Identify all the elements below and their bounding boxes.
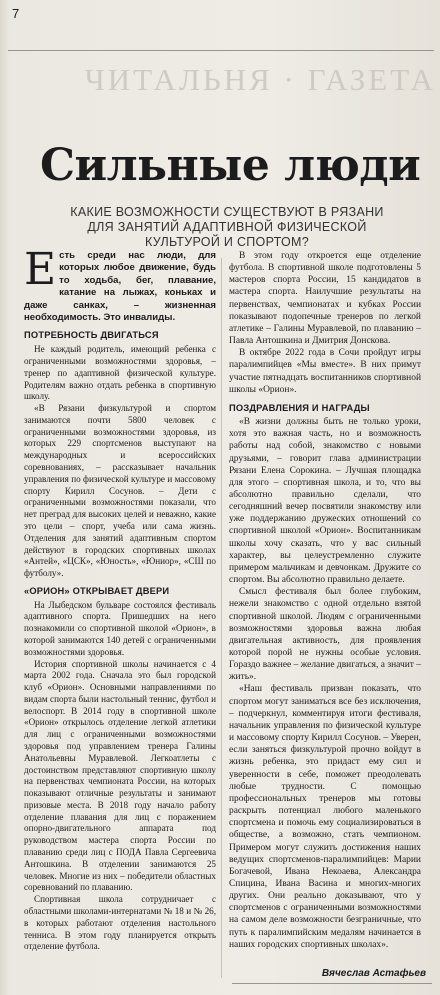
body-paragraph: Смысл фестиваля был более глубоким, нежели знакомство с одной отдельно взятой спортивной школой. Людям с ограниченными возможностями здоровья важна любая двигательная активность, для проявления которой порой не нужны особые условия. Гораздо важнее – желание двигаться, а значит – жить». (229, 587, 421, 683)
column-divider (221, 258, 222, 978)
body-paragraph: В октябре 2022 года в Сочи пройдут игры паралимпийцев «Мы вместе». В них примут участие пятнадцать воспитанников спортивной школы «Орион». (229, 348, 421, 395)
drop-cap: Е (24, 244, 57, 295)
article-title: Сильные люди (40, 140, 421, 191)
column-right (229, 250, 421, 951)
section-heading-need-to-move: ПОТРЕБНОСТЬ ДВИГАТЬСЯ (24, 330, 159, 341)
top-rule (8, 50, 434, 51)
lead-paragraph (24, 244, 216, 324)
article-subtitle: КАКИЕ ВОЗМОЖНОСТИ СУЩЕСТВУЮТ В РЯЗАНИ ДЛЯ ЗАНЯТИЙ АДАПТИВНОЙ ФИЗИЧЕСКОЙ КУЛЬТУРОЙ И СПОРТОМ? (70, 205, 384, 249)
page-number: 7 (12, 6, 20, 21)
section-heading-orion: «ОРИОН» ОТКРЫВАЕТ ДВЕРИ (24, 585, 170, 596)
body-paragraph: На Лыбедском бульваре состоялся фестиваль адаптивного спорта. Пришедших на него познакомили со спортивной школой «Орион», в которой занимаются 140 детей с ограниченными возможностями здоровья. (24, 599, 216, 657)
body-paragraph: «Наш фестиваль призван показать, что спортом могут заниматься все без исключения, – подчеркнул, комментируя итоги фестиваля, начальник управления по физической культуре и массовому спорту Кирилл Сосунов. – Уверен, если заняться физкультурой прочно войдут в жизнь ребенка, это придаст ему сил и уверенности в себе, поможет преодолевать любые трудности. С помощью профессиональных тренеров мы готовы раскрыть потенциал любого маленького спортсмена и помочь ему социализироваться в обществе, а возможно, стать чемпионом. Примером могут служить достижения наших ведущих спортсменов-паралимпийцев: Марии Богачевой, Ивана Некоаева, Александра Спицина, Ивана Васина и многих-многих других. Они реально доказывают, что у спортсменов с ограниченными возможностями на самом деле возможности безграничные, что путь к паралимпийским медалям начинается в наших городских спортивных школах». (229, 684, 421, 950)
lead-text: сть среди нас люди, для которых любое движение, будь то ходьба, бег, плавание, катание на лыжах, коньках и даже санках, – жизненная необходимость. Это инвалиды. (24, 250, 216, 324)
masthead-bleedthrough: ЧИТАЛЬНЯ · ГАЗЕТА (84, 62, 436, 97)
body-paragraph: Спортивная школа сотрудничает с областными школами-интернатами № 18 и № 26, в которых работают отделения настольного тенниса. В этом году планируется открыть отделение футбола. (24, 894, 216, 952)
bottom-rule (232, 983, 432, 984)
body-paragraph: История спортивной школы начинается с 4 марта 2002 года. Сначала это был городской клуб «Орион». Основными направлениями по видам спорта были настольный теннис, футбол и велоспорт. В 2014 году в спортивной школе «Орион» открылось отделение легкой атлетики для лиц с ограниченными возможностями здоровья под управлением тренера Галины Анатольевны Муравлевой. Легкоатлеты с достоинством представляют спортивную школу на первенствах чемпионата России, на которых показывают отличные результаты и занимают призовые места. В 2018 году начало работу отделение плавания для лиц с поражением опорно-двигательного аппарата под руководством мастера спорта России по плаванию среди лиц с ПОДА Павла Сергеевича Антошкина. В отделении занимаются 25 человек. Многие из них – победители областных соревнований по плаванию. (24, 658, 216, 893)
body-paragraph: «В жизни должны быть не только уроки, хотя это важная часть, но и возможность работы над собой, знакомство с новыми друзьями, – говорит глава администрации Рязани Елена Сорокина. – Лучшая площадка для этого – спортивная школа, и то, что вы абсолютно правильно сделали, что сегодняшний вечер посвятили знакомству или уже поддержанию дружеских отношений со спортивной школой «Орион». Воспитанникам школы хочу сказать, что у вас сильный характер, вы целеустремленно служите примером мальчикам и девчонкам. Дружите со спортом. Вы абсолютно правильно делаете. (229, 417, 421, 586)
body-paragraph: «В Рязани физкультурой и спортом занимаются почти 5800 человек с ограниченными возможностями здоровья, из которых 229 спортсменов выступают на международных и всероссийских соревнованиях, – рассказывает начальник управления по физической культуре и массовому спорту Кирилл Сосунов. – Дети с ограниченными возможностями показали, что нет преград для высоких целей и неважно, какие это цели – спорт, учеба или сама жизнь. Отделения для занятий адаптивным спортом действуют в городских спортивных школах «Антей», «ЦСК», «Юность», «Юниор», «СШ по футболу». (24, 403, 216, 579)
author-byline: Вячеслав Астафьев (321, 968, 426, 979)
body-paragraph: Не каждый родитель, имеющий ребенка с ограниченными возможностями здоровья, – тренер по адаптивной физической культуре. Родителям важно отдать ребенка в спортивную школу. (24, 344, 216, 402)
section-heading-congratulations: ПОЗДРАВЛЕНИЯ И НАГРАДЫ (229, 402, 370, 413)
body-paragraph: В этом году откроется еще отделение футбола. В спортивной школе подготовлены 5 мастеров спорта России, 15 кандидатов в мастера спорта. Наилучшие результаты на первенствах, чемпионатах и кубках России показывают подопечные тренеров по легкой атлетике – Галины Муравлевой, по плаванию – Павла Антошкина и Дмитрия Донскова. (229, 251, 421, 347)
column-left (24, 244, 216, 953)
